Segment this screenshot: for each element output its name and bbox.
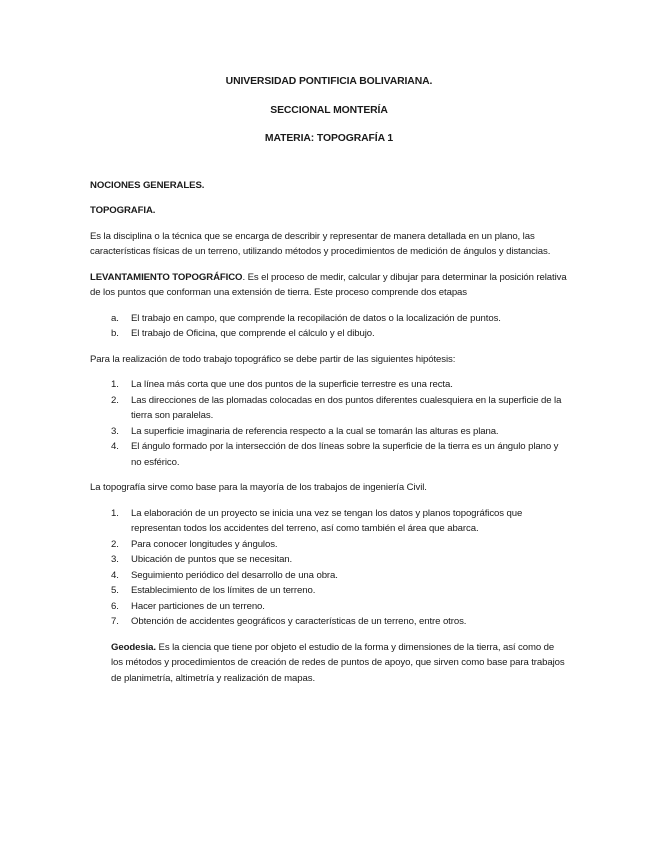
hipotesis-intro: Para la realización de todo trabajo topográfico se debe partir de las siguientes hipótesis:: [90, 353, 456, 365]
levantamiento-paragraph: [90, 270, 568, 301]
levantamiento-definition: . Es el proceso de medir, calcular y dibujar para determinar la posición relativa de los puntos que conforman una extensión de tierra. Este proceso comprende dos etapas: [90, 271, 567, 298]
usos-list: [90, 506, 568, 630]
levantamiento-term: LEVANTAMIENTO TOPOGRÁFICO: [90, 271, 243, 283]
list-item-text: Las direcciones de las plomadas colocadas en dos puntos diferentes cualesquiera en la superficie de la tierra son paralelas.: [131, 394, 562, 421]
list-item: [90, 568, 568, 584]
geodesia-definition: Es la ciencia que tiene por objeto el estudio de la forma y dimensiones de la tierra, así como de los métodos y procedimientos de creación de redes de puntos de apoyo, que sirven como base para trabajos de planimetría, altimetría y realización de mapas.: [111, 641, 565, 684]
list-item-text: Seguimiento periódico del desarrollo de una obra.: [131, 569, 338, 581]
list-item-text: La elaboración de un proyecto se inicia una vez se tengan los datos y planos topográficos que representan todos los accidentes del terreno, así como también el área que abarca.: [131, 507, 523, 534]
list-marker: 4.: [111, 441, 119, 452]
list-item-text: El ángulo formado por la intersección de dos líneas sobre la superficie de la tierra es un ángulo plano y no esférico.: [131, 441, 559, 468]
seccional-title: SECCIONAL MONTERÍA: [270, 104, 388, 116]
list-item-text: Obtención de accidentes geográficos y características de un terreno, entre otros.: [131, 616, 467, 627]
list-item-text: La superficie imaginaria de referencia respecto a la cual se tomarán las alturas es plana.: [131, 425, 499, 437]
list-item-text: Para conocer longitudes y ángulos.: [131, 538, 278, 550]
geodesia-term: Geodesia.: [111, 641, 156, 653]
list-marker: 1.: [111, 507, 119, 519]
list-item: [90, 599, 568, 615]
list-marker: 7.: [111, 616, 119, 627]
list-item: [90, 506, 568, 537]
list-marker: 3.: [111, 425, 119, 437]
list-marker: 2.: [111, 538, 119, 550]
list-marker: 5.: [111, 585, 119, 596]
list-marker: 1.: [111, 379, 119, 390]
stages-list: [90, 311, 568, 342]
list-item-text: Hacer particiones de un terreno.: [131, 600, 265, 612]
usos-intro: La topografía sirve como base para la mayoría de los trabajos de ingeniería Civil.: [90, 482, 427, 493]
list-item-text: El trabajo en campo, que comprende la recopilación de datos o la localización de puntos.: [131, 312, 501, 324]
list-item: [90, 552, 568, 568]
list-item: [90, 439, 568, 470]
list-item: [90, 424, 568, 440]
list-item: [90, 537, 568, 553]
list-item: [90, 377, 568, 393]
topografia-heading: TOPOGRAFIA.: [90, 205, 156, 216]
hipotesis-list: [90, 377, 568, 470]
topografia-definition: Es la disciplina o la técnica que se encarga de describir y representar de manera detallada en un plano, las características físicas de un terreno, utilizando métodos y procedimientos de medición de ángulos y distancias.: [90, 230, 551, 257]
list-marker: 2.: [111, 394, 119, 406]
list-item: [90, 311, 568, 327]
list-item-text: Ubicación de puntos que se necesitan.: [131, 554, 293, 565]
list-marker: b.: [111, 328, 119, 339]
list-item: [90, 393, 568, 424]
list-item-text: La línea más corta que une dos puntos de la superficie terrestre es una recta.: [131, 379, 453, 390]
list-item: [90, 614, 568, 630]
list-item: [90, 326, 568, 342]
nociones-heading: NOCIONES GENERALES.: [90, 179, 205, 191]
list-marker: 4.: [111, 569, 119, 581]
list-item-text: El trabajo de Oficina, que comprende el cálculo y el dibujo.: [131, 328, 375, 339]
list-marker: a.: [111, 312, 119, 324]
list-marker: 6.: [111, 600, 119, 612]
materia-title: MATERIA: TOPOGRAFÍA 1: [264, 133, 394, 144]
document-body: [90, 74, 568, 696]
list-item: [90, 583, 568, 599]
university-title: UNIVERSIDAD PONTIFICIA BOLIVARIANA.: [225, 76, 433, 87]
list-marker: 3.: [111, 554, 119, 565]
geodesia-paragraph: [111, 640, 568, 687]
list-item-text: Establecimiento de los límites de un terreno.: [131, 585, 316, 596]
